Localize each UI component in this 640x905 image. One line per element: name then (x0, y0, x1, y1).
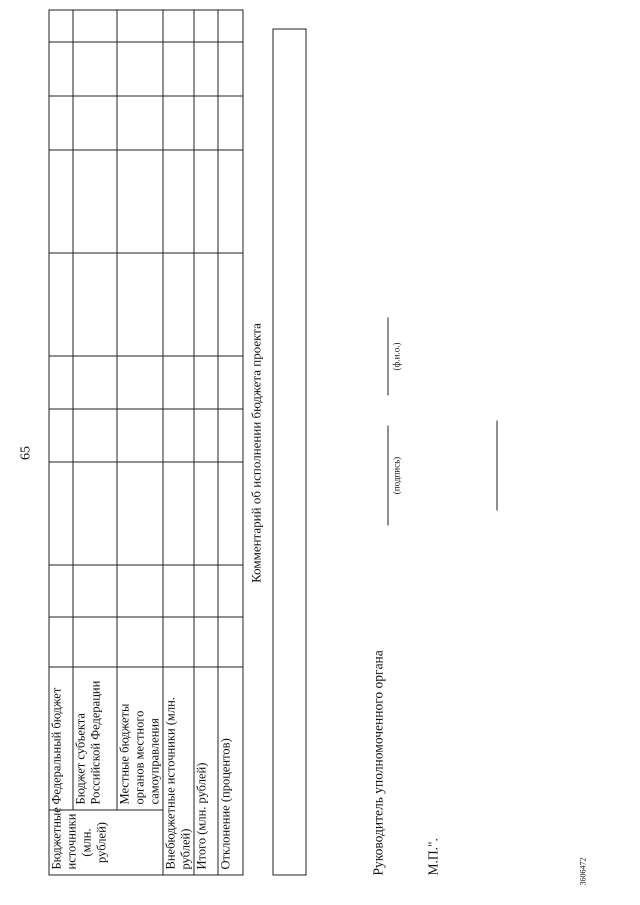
table-cell (163, 617, 194, 667)
stamp-mark: М.П.". (425, 837, 440, 875)
signature-caption: (подпись) (391, 456, 401, 494)
table-cell (117, 10, 163, 42)
table-row-federal (49, 10, 73, 875)
table-cell (49, 462, 73, 565)
table-cell (73, 565, 117, 617)
table-cell (117, 253, 163, 356)
table-cell (218, 617, 243, 667)
table-cell (218, 565, 243, 617)
table-cell (218, 150, 243, 253)
name-caption: (ф.и.о.) (391, 342, 401, 370)
table-cell (194, 462, 218, 565)
table-row-local (117, 10, 163, 875)
table-cell (49, 409, 73, 462)
row-label-federal: Федеральный бюджет (49, 667, 73, 810)
table-cell (73, 253, 117, 356)
table-cell (49, 565, 73, 617)
table-cell (163, 565, 194, 617)
table-cell (117, 356, 163, 409)
row-label-deviation: Отклонение (процентов) (218, 667, 243, 875)
table-cell (194, 96, 218, 150)
table-cell (163, 462, 194, 565)
comment-title: Комментарий об исполнении бюджета проекта (248, 322, 263, 583)
table-cell (218, 10, 243, 42)
table-cell (194, 10, 218, 42)
table-cell (73, 150, 117, 253)
table-cell (49, 617, 73, 667)
table-cell (49, 356, 73, 409)
table-cell (194, 150, 218, 253)
table-cell (49, 253, 73, 356)
table-cell (117, 96, 163, 150)
table-cell (194, 565, 218, 617)
head-of-authority-label: Руководитель уполномоченного органа (370, 649, 385, 875)
table-cell (218, 42, 243, 96)
table-cell (194, 617, 218, 667)
table-cell (218, 96, 243, 150)
table-cell (49, 10, 73, 42)
table-cell (218, 409, 243, 462)
document-code: 3606472 (578, 857, 587, 885)
table-row-total (194, 10, 218, 875)
table-cell (73, 409, 117, 462)
row-label-extra: Внебюджетные источники (млн. рублей) (163, 667, 194, 875)
table-cell (194, 42, 218, 96)
table-cell (117, 409, 163, 462)
signature-line (387, 425, 388, 525)
table-cell (194, 356, 218, 409)
table-cell (117, 42, 163, 96)
row-label-total: Итого (млн. рублей) (194, 667, 218, 875)
table-cell (194, 409, 218, 462)
row-label-local: Местные бюджеты органов местного самоуправления (117, 667, 163, 810)
table-cell (163, 42, 194, 96)
table-cell (73, 10, 117, 42)
budget-table (48, 9, 243, 875)
name-line (387, 317, 388, 395)
table-cell (194, 253, 218, 356)
table-row-subject (73, 10, 117, 875)
table-cell (218, 253, 243, 356)
table-cell (73, 617, 117, 667)
table-cell (73, 356, 117, 409)
table-cell (117, 617, 163, 667)
table-row-extra (163, 10, 194, 875)
row-label-subject: Бюджет субъекта Российской Федерации (73, 667, 117, 810)
table-row-deviation (218, 10, 243, 875)
table-cell (218, 462, 243, 565)
table-cell (117, 462, 163, 565)
table-cell (73, 96, 117, 150)
table-cell (73, 42, 117, 96)
table-cell (49, 42, 73, 96)
table-cell (163, 409, 194, 462)
budget-sources-label: Бюджетные источники (млн. рублей) (49, 810, 163, 875)
table-cell (163, 150, 194, 253)
table-cell (163, 253, 194, 356)
page-number: 65 (18, 445, 33, 460)
blank-line (496, 420, 497, 510)
table-cell (117, 150, 163, 253)
table-cell (218, 356, 243, 409)
comment-box (272, 28, 306, 875)
table-cell (163, 356, 194, 409)
table-cell (163, 96, 194, 150)
table-cell (117, 565, 163, 617)
table-cell (49, 150, 73, 253)
table-cell (49, 96, 73, 150)
table-cell (73, 462, 117, 565)
table-cell (163, 10, 194, 42)
